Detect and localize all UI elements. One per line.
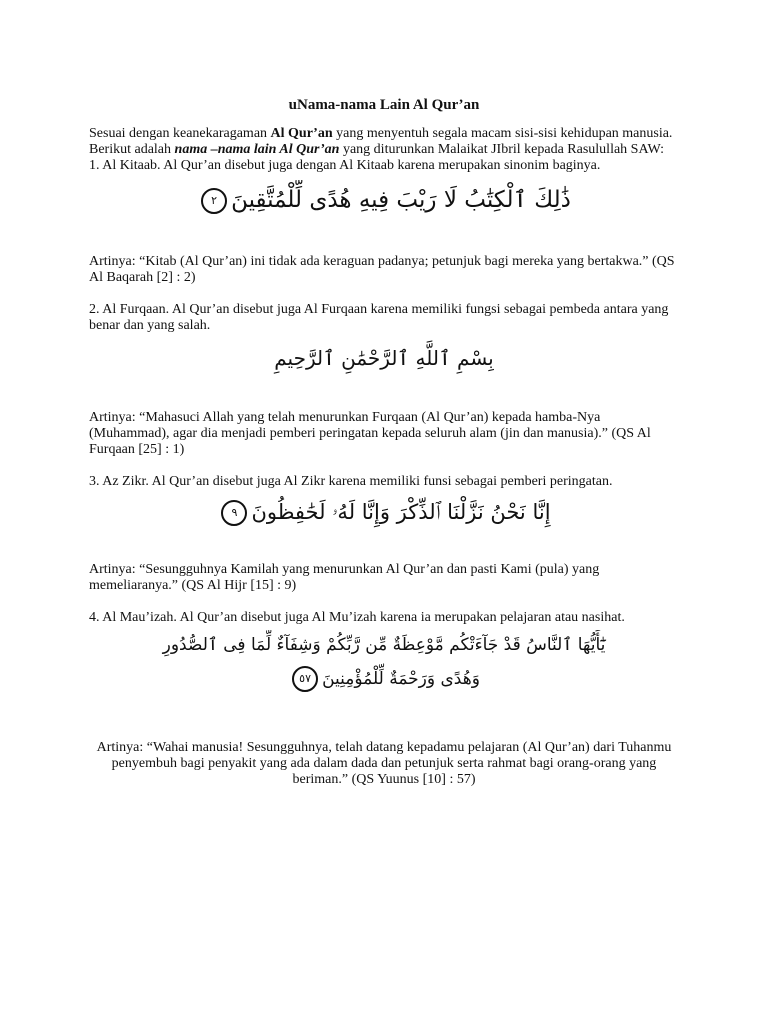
item-1-arabic-verse bbox=[89, 180, 679, 224]
item-4-meaning: Artinya: “Wahai manusia! Sesungguhnya, telah datang kepadamu pelajaran (Al Qur’an) dari Tuhanmu penyembuh bagi penyakit yang ada dalam dada dan petunjuk serta rahmat bagi orang-orang yang beriman.” (QS Yuunus [10] : 57) bbox=[96, 740, 672, 787]
item-2-heading: 2. Al Furqaan. Al Qur’an disebut juga Al Furqaan karena memiliki fungsi sebagai pembeda antara yang benar dan yang salah. bbox=[89, 302, 669, 333]
item-3-arabic-verse bbox=[89, 494, 679, 534]
page-title: uNama-nama Lain Al Qur’an bbox=[288, 97, 480, 113]
item-1-meaning: Artinya: “Kitab (Al Qur’an) ini tidak ada keraguan padanya; petunjuk bagi mereka yang bertakwa.” (QS Al Baqarah [2] : 2) bbox=[89, 254, 675, 285]
item-4-arabic-verse-line-2 bbox=[89, 662, 679, 702]
item-2-arabic-basmala bbox=[89, 338, 679, 380]
item-1-arabic-text: ذَٰلِكَ ٱلْكِتَٰبُ لَا رَيْبَ فِيهِ هُدًى لِّلْمُتَّقِينَ bbox=[231, 187, 571, 213]
item-4-arabic-verse-line-1 bbox=[89, 630, 679, 662]
ayah-number-mark: ٩ bbox=[221, 500, 247, 526]
intro-text-1: Sesuai dengan keanekaragaman bbox=[89, 126, 271, 141]
item-2-arabic-text: بِسْمِ ٱللَّهِ ٱلرَّحْمَٰنِ ٱلرَّحِيمِ bbox=[274, 346, 494, 370]
item-4-arabic-text-1: يَٰٓأَيُّهَا ٱلنَّاسُ قَدْ جَآءَتْكُم مَّوْعِظَةٌ مِّن رَّبِّكُمْ وَشِفَآءٌ لِّمَا فِى ٱلصُّدُورِ bbox=[162, 635, 606, 655]
item-3-heading: 3. Az Zikr. Al Qur’an disebut juga Al Zikr karena memiliki funsi sebagai pemberi peringatan. bbox=[89, 474, 613, 489]
intro-bold-quran: Al Qur’an bbox=[270, 126, 333, 141]
ayah-number-mark: ٢ bbox=[201, 188, 227, 214]
item-4-arabic-text-2: وَهُدًى وَرَحْمَةٌ لِّلْمُؤْمِنِينَ bbox=[322, 669, 480, 689]
item-4-heading: 4. Al Mau’izah. Al Qur’an disebut juga Al Mu’izah karena ia merupakan pelajaran atau nasihat. bbox=[89, 610, 625, 625]
intro-text-2: yang menyentuh segala macam sisi-sisi kehidupan manusia. Berikut adalah bbox=[89, 126, 673, 157]
item-1-heading: 1. Al Kitaab. Al Qur’an disebut juga dengan Al Kitaab karena merupakan sinonim baginya. bbox=[89, 158, 601, 173]
ayah-number-mark: ٥٧ bbox=[292, 666, 318, 692]
item-3-arabic-text: إِنَّا نَحْنُ نَزَّلْنَا ٱلذِّكْرَ وَإِنَّا لَهُۥ لَحَٰفِظُونَ bbox=[251, 500, 551, 524]
item-3-meaning: Artinya: “Sesungguhnya Kamilah yang menurunkan Al Qur’an dan pasti Kami (pula) yang memeliaranya.” (QS Al Hijr [15] : 9) bbox=[89, 562, 600, 593]
intro-bold-italic-names: nama –nama lain Al Qur’an bbox=[174, 142, 340, 157]
item-2-meaning: Artinya: “Mahasuci Allah yang telah menurunkan Furqaan (Al Qur’an) kepada hamba-Nya (Muhammad), agar dia menjadi pemberi peringatan kepada seluruh alam (jin dan manusia).” (QS Al Furqaan [25] : 1) bbox=[89, 410, 651, 457]
document-body bbox=[89, 96, 679, 788]
intro-text-3: yang diturunkan Malaikat JIbril kepada Rasulullah SAW: bbox=[339, 142, 665, 157]
intro-paragraph bbox=[89, 126, 679, 158]
